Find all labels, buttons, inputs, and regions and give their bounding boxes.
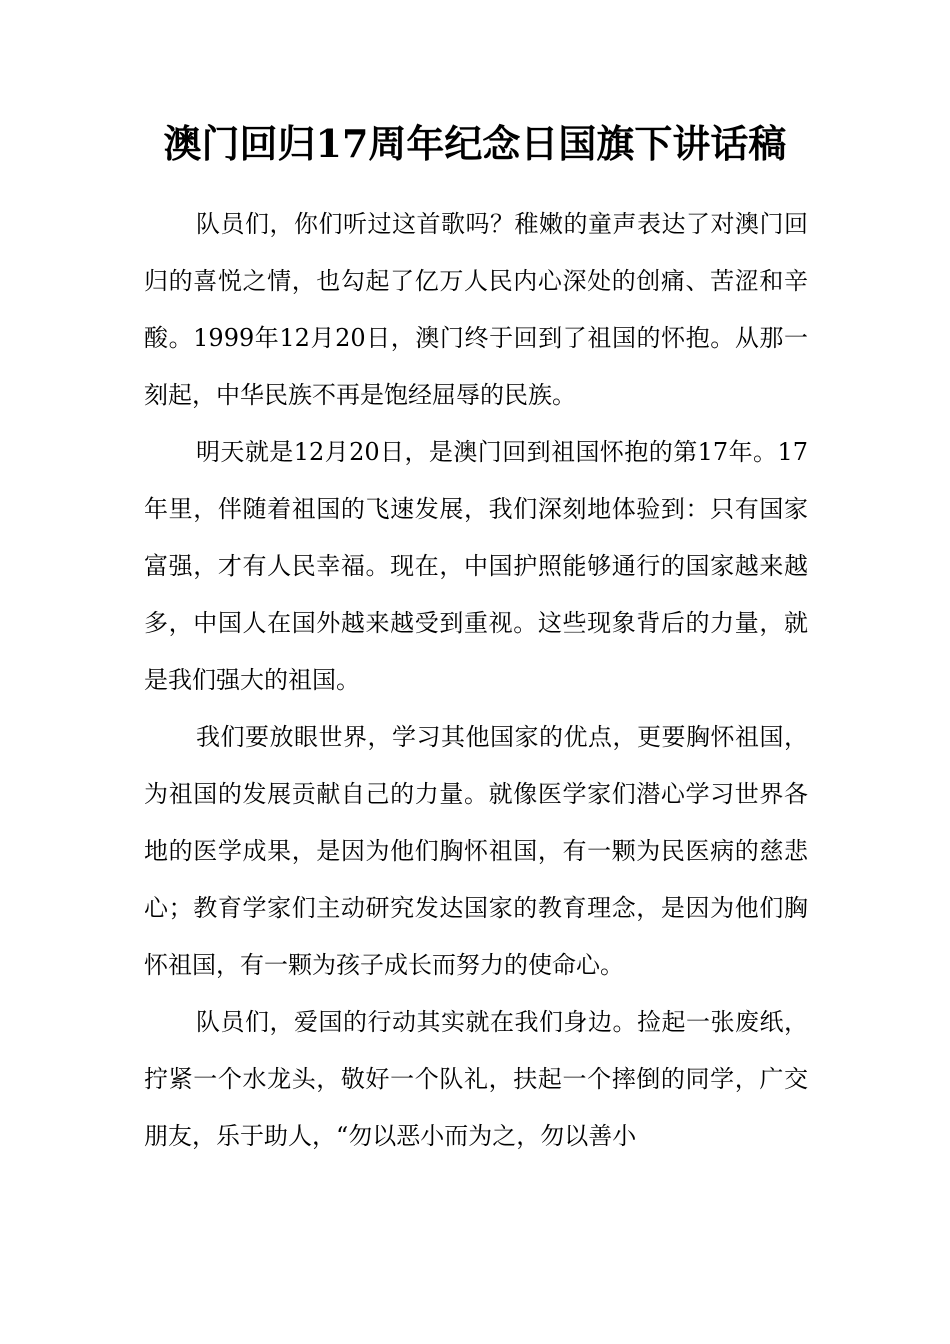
document-title: 澳门回归17周年纪念日国旗下讲话稿 — [163, 121, 787, 166]
paragraph-3: 我们要放眼世界，学习其他国家的优点，更要胸怀祖国，为祖国的发展贡献自己的力量。就像医学家们潜心学习世界各地的医学成果，是因为他们胸怀祖国，有一颗为民医病的慈悲心；教育学家们主动研究发达国家的教育理念，是因为他们胸怀祖国，有一颗为孩子成长而努力的使命心。 — [144, 723, 808, 979]
document-body — [144, 196, 808, 1165]
paragraph-1: 队员们，你们听过这首歌吗？稚嫩的童声表达了对澳门回归的喜悦之情，也勾起了亿万人民内心深处的创痛、苦涩和辛酸。1999年12月20日，澳门终于回到了祖国的怀抱。从那一刻起，中华民族不再是饱经屈辱的民族。 — [144, 210, 808, 409]
paragraph-2: 明天就是12月20日，是澳门回到祖国怀抱的第17年。17年里，伴随着祖国的飞速发展，我们深刻地体验到：只有国家富强，才有人民幸福。现在，中国护照能够通行的国家越来越多，中国人在国外越来越受到重视。这些现象背后的力量，就是我们强大的祖国。 — [144, 438, 808, 694]
paragraph-4: 队员们，爱国的行动其实就在我们身边。捡起一张废纸，拧紧一个水龙头，敬好一个队礼，扶起一个摔倒的同学，广交朋友，乐于助人，“勿以恶小而为之，勿以善小 — [144, 1008, 808, 1150]
